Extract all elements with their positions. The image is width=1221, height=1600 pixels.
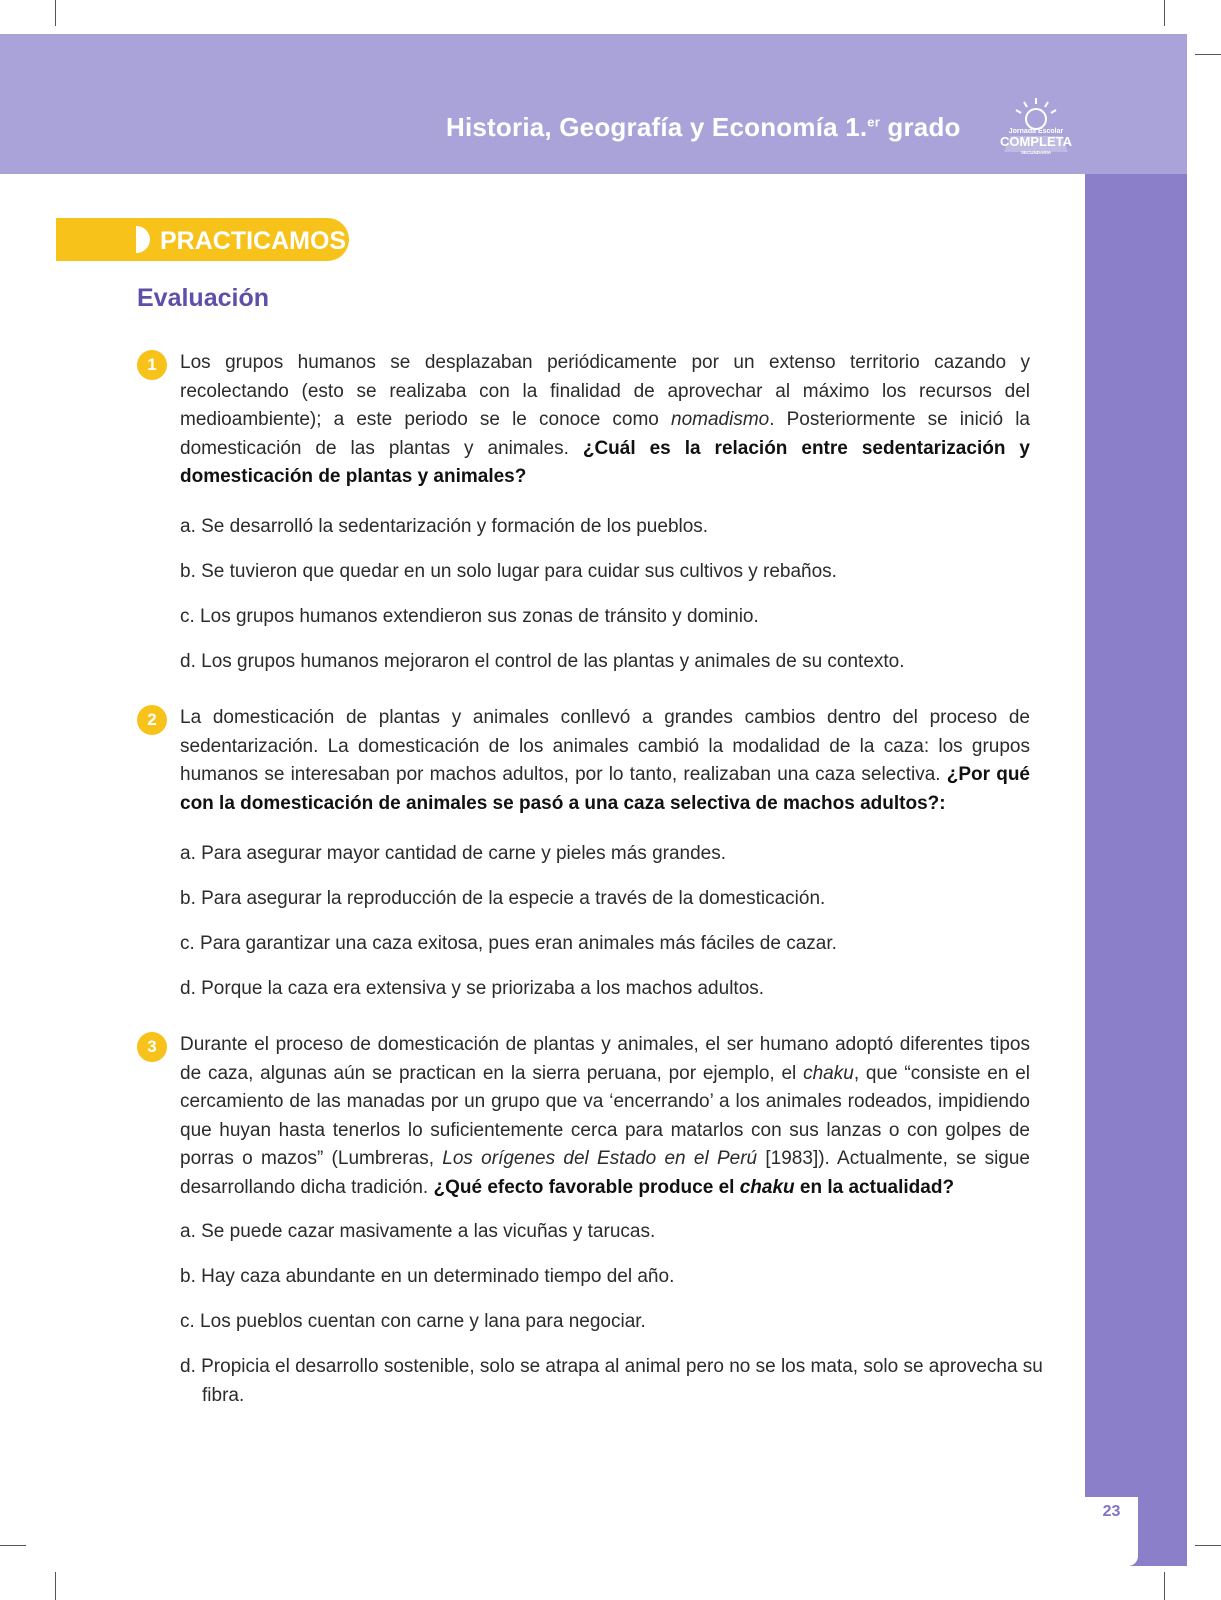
crop-mark bbox=[1195, 54, 1221, 55]
crop-mark bbox=[1195, 1545, 1221, 1546]
question-term: nomadismo bbox=[671, 409, 770, 430]
question-prompt-part: en la actualidad? bbox=[794, 1176, 955, 1198]
question-prompt bbox=[434, 1177, 955, 1198]
question-text bbox=[180, 349, 1030, 492]
answer-option[interactable]: a. Para asegurar mayor cantidad de carne y pieles más grandes. bbox=[180, 843, 727, 864]
logo-text-line1: Jornada Escolar bbox=[1008, 128, 1064, 135]
crop-mark bbox=[55, 0, 56, 26]
question-number-badge: 3 bbox=[137, 1032, 167, 1062]
answer-option[interactable]: d. Porque la caza era extensiva y se priorizaba a los machos adultos. bbox=[180, 978, 765, 999]
header-title-main: Historia, Geografía y Economía 1. bbox=[446, 112, 868, 142]
crop-mark bbox=[0, 1545, 26, 1546]
jornada-escolar-logo bbox=[996, 96, 1076, 158]
answer-option[interactable]: c. Los grupos humanos extendieron sus zonas de tránsito y dominio. bbox=[180, 606, 759, 627]
answer-option[interactable]: c. Para garantizar una caza exitosa, pues eran animales más fáciles de cazar. bbox=[180, 933, 837, 954]
question-body: La domesticación de plantas y animales conllevó a grandes cambios dentro del proceso de sedentarización. La domesticación de los animales cambió la modalidad de la caza: los grupos humanos se interesaban por machos adultos, por lo tanto, realizaban una caza selectiva. bbox=[180, 707, 1030, 785]
question-body: [1983]). Actualmente, se sigue desarrollando dicha tradición. bbox=[180, 1148, 1031, 1198]
answer-option[interactable]: b. Hay caza abundante en un determinado tiempo del año. bbox=[180, 1266, 675, 1287]
crop-mark bbox=[1164, 1572, 1165, 1600]
question-body: Durante el proceso de domesticación de plantas y animales, el ser humano adoptó diferentes tipos de caza, algunas aún se practican en la sierra peruana, por ejemplo, el bbox=[180, 1034, 1030, 1084]
header-title bbox=[446, 112, 961, 143]
crop-mark bbox=[1164, 0, 1165, 26]
question-prompt-term: chaku bbox=[739, 1176, 795, 1198]
answer-option[interactable]: a. Se puede cazar masivamente a las vicuñas y tarucas. bbox=[180, 1221, 656, 1242]
question-prompt-part: ¿Qué efecto favorable produce el bbox=[433, 1176, 740, 1198]
answer-option[interactable]: c. Los pueblos cuentan con carne y lana para negociar. bbox=[180, 1311, 646, 1332]
page-number: 23 bbox=[1102, 1503, 1121, 1520]
side-band bbox=[1085, 174, 1187, 1566]
answer-option[interactable]: d. Propicia el desarrollo sostenible, solo se atrapa al animal pero no se los mata, solo se aprovecha su fibra. bbox=[180, 1356, 1043, 1406]
header-title-sup: er bbox=[867, 114, 880, 130]
header-title-end: grado bbox=[879, 112, 961, 142]
section-title: Evaluación bbox=[137, 284, 269, 312]
question-number-badge: 1 bbox=[137, 350, 167, 380]
answer-option[interactable]: b. Para asegurar la reproducción de la especie a través de la domesticación. bbox=[180, 888, 826, 909]
tag-marker-icon bbox=[136, 226, 150, 253]
logo-text-line3: SECUNDARIA bbox=[1020, 150, 1052, 155]
answer-option[interactable]: a. Se desarrolló la sedentarización y formación de los pueblos. bbox=[180, 516, 709, 537]
section-tag bbox=[56, 218, 349, 261]
question-body: , que “consiste en el cercamiento de las manadas por un grupo que va ‘encerrando’ a los animales rodeados, impidiendo que huyan hasta tenerlos lo suficientemente cerca para matarlos con sus lanzas o con golpes de porras o mazos” (Lumbreras, bbox=[180, 1062, 1031, 1169]
answer-option[interactable]: d. Los grupos humanos mejoraron el control de las plantas y animales de su contexto. bbox=[180, 651, 905, 672]
crop-mark bbox=[55, 1572, 56, 1600]
question-text bbox=[180, 704, 1030, 818]
question-prompt: ¿Por qué con la domesticación de animales se pasó a una caza selectiva de machos adultos?: bbox=[180, 764, 1030, 814]
section-tag-label: PRACTICAMOS bbox=[160, 227, 347, 255]
question-body: . Posteriormente se inició la domesticación de las plantas y animales. bbox=[180, 409, 1030, 459]
answer-option[interactable]: b. Se tuvieron que quedar en un solo lugar para cuidar sus cultivos y rebaños. bbox=[180, 561, 837, 582]
question-text bbox=[180, 1031, 1030, 1202]
question-term: chaku bbox=[803, 1062, 854, 1084]
question-prompt: ¿Cuál es la relación entre sedentarización y domesticación de plantas y animales? bbox=[180, 437, 1030, 487]
logo-text-line2: COMPLETA bbox=[1000, 134, 1072, 149]
question-number-badge: 2 bbox=[137, 705, 167, 735]
question-body: Los grupos humanos se desplazaban periódicamente por un extenso territorio cazando y recolectando (esto se realizaba con la finalidad de aprovechar al máximo los recursos del medioambiente); a este periodo se le conoce como bbox=[180, 352, 1030, 430]
citation-title: Los orígenes del Estado en el Perú bbox=[442, 1148, 758, 1169]
